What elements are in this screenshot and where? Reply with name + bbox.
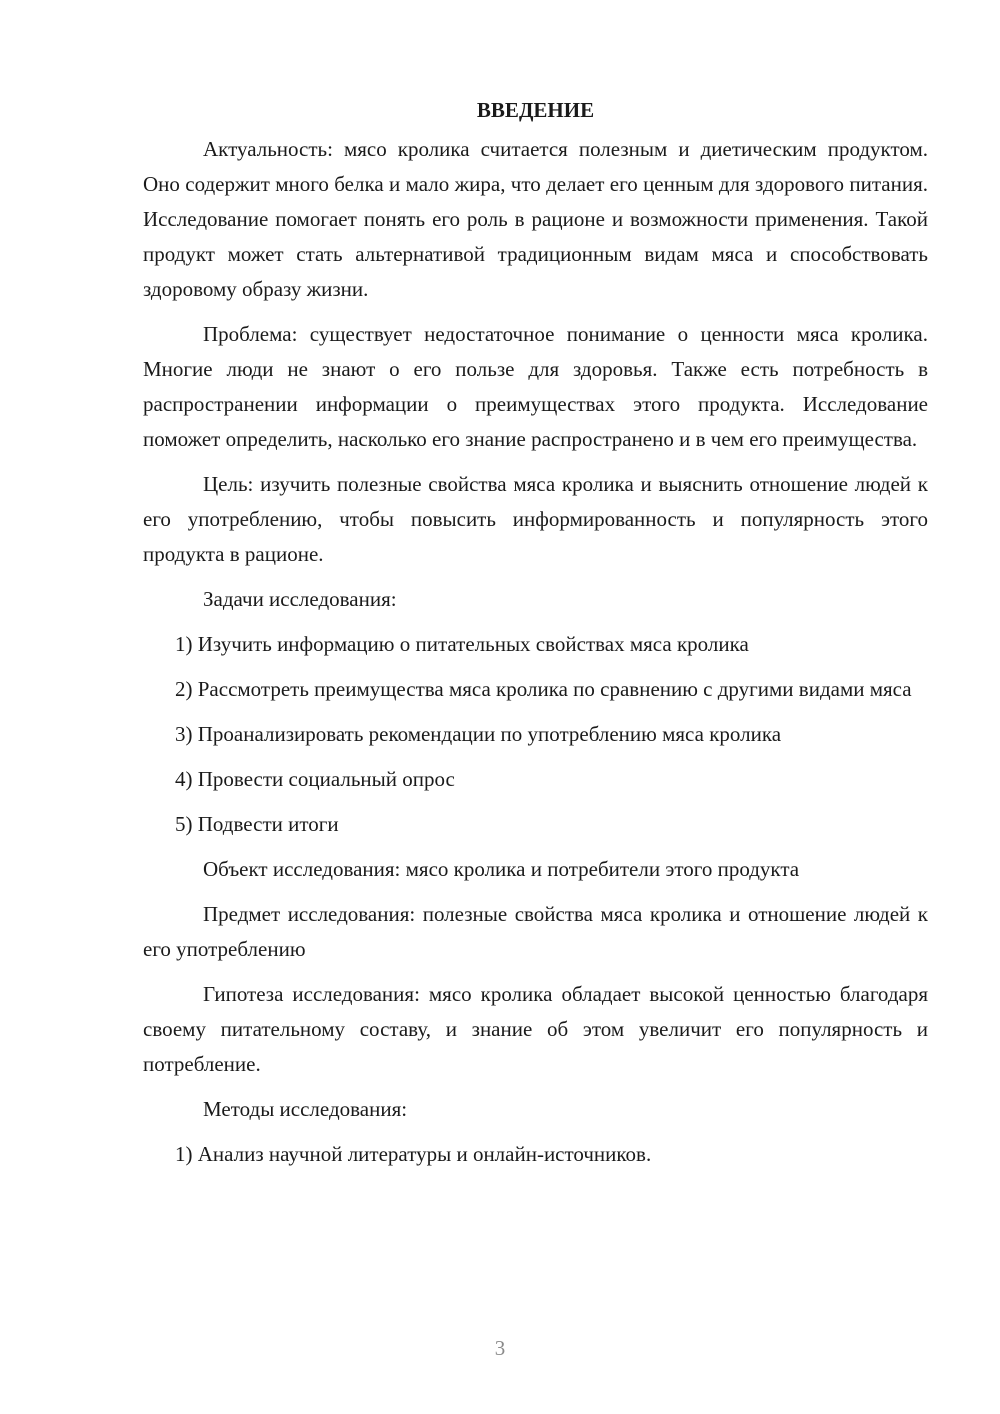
- subject-paragraph: Предмет исследования: полезные свойства мяса кролика и отношение людей к его употреблению: [143, 902, 928, 961]
- hypothesis-paragraph: Гипотеза исследования: мясо кролика обладает высокой ценностью благодаря своему питательному составу, и знание об этом увеличит его популярность и потребление.: [143, 982, 928, 1076]
- task-item-5: 5) Подвести итоги: [175, 812, 339, 836]
- goal-paragraph: Цель: изучить полезные свойства мяса кролика и выяснить отношение людей к его употреблению, чтобы повысить информированность и популярность этого продукта в рационе.: [143, 472, 928, 566]
- task-item-1: 1) Изучить информацию о питательных свойствах мяса кролика: [175, 632, 749, 656]
- relevance-paragraph: Актуальность: мясо кролика считается полезным и диетическим продуктом. Оно содержит много белка и мало жира, что делает его ценным для здорового питания. Исследование помогает понять его роль в рационе и возможности применения. Такой продукт может стать альтернативой традиционным видам мяса и способствовать здоровому образу жизни.: [143, 137, 928, 301]
- method-item-1: 1) Анализ научной литературы и онлайн-источников.: [175, 1142, 652, 1166]
- document-page: [143, 92, 928, 1182]
- tasks-heading: Задачи исследования:: [203, 587, 397, 611]
- problem-paragraph: Проблема: существует недостаточное понимание о ценности мяса кролика. Многие люди не знают о его пользе для здоровья. Также есть потребность в распространении информации о преимуществах этого продукта. Исследование поможет определить, насколько его знание распространено и в чем его преимущества.: [143, 322, 928, 451]
- object-paragraph: Объект исследования: мясо кролика и потребители этого продукта: [203, 857, 800, 881]
- task-item-3: 3) Проанализировать рекомендации по употреблению мяса кролика: [175, 722, 782, 746]
- task-item-2: 2) Рассмотреть преимущества мяса кролика по сравнению с другими видами мяса: [175, 677, 912, 701]
- methods-heading: Методы исследования:: [203, 1097, 408, 1121]
- page-number: 3: [494, 1336, 506, 1360]
- task-item-4: 4) Провести социальный опрос: [175, 767, 455, 791]
- section-title: ВВЕДЕНИЕ: [476, 98, 595, 122]
